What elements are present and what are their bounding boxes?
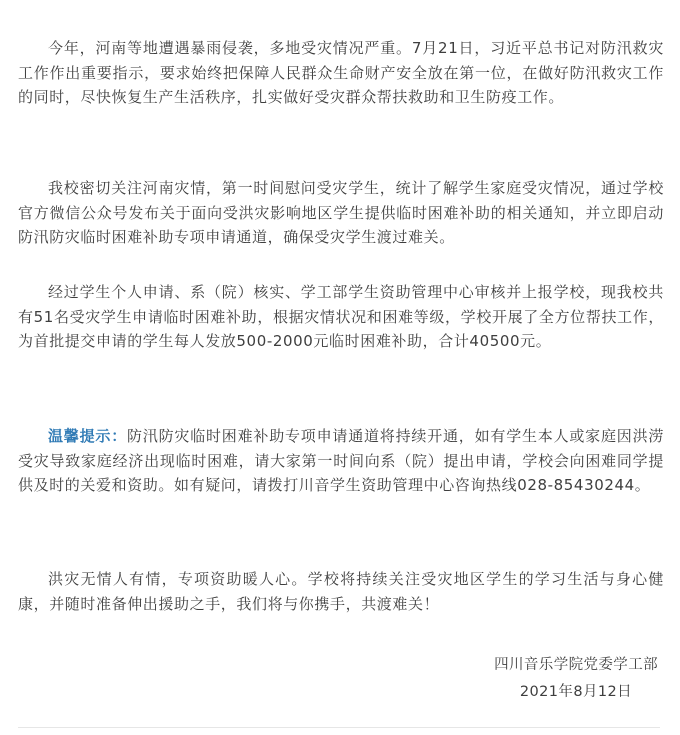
paragraph-intro: 今年，河南等地遭遇暴雨侵袭，多地受灾情况严重。7月21日，习近平总书记对防汛救灾工作作出重要指示，要求始终把保障人民群众生命财产安全放在第一位，在做好防汛救灾工作的同时，尽快恢复生产生活秩序，扎实做好受灾群众帮扶救助和卫生防疫工作。 [18,39,664,106]
paragraph-tip [18,424,664,498]
tip-text: 防汛防灾临时困难补助专项申请通道将持续开通，如有学生本人或家庭因洪涝受灾导致家庭经济出现临时困难，请大家第一时间向系（院）提出申请，学校会向困难同学提供及时的关爱和资助。如有疑问，请拨打川音学生资助管理中心咨询热线028-85430244。 [18,427,664,494]
signature-org: 四川音乐学院党委学工部 [494,657,658,673]
paragraph-aid-result: 经过学生个人申请、系（院）核实、学工部学生资助管理中心审核并上报学校，现我校共有51名受灾学生申请临时困难补助，根据灾情状况和困难等级，学校开展了全方位帮扶工作，为首批提交申请的学生每人发放500-2000元临时困难补助，合计40500元。 [18,283,664,350]
paragraph-response: 我校密切关注河南灾情，第一时间慰问受灾学生，统计了解学生家庭受灾情况，通过学校官方微信公众号发布关于面向受洪灾影响地区学生提供临时困难补助的相关通知，并立即启动防汛防灾临时困难补助专项申请通道，确保受灾学生渡过难关。 [18,179,664,246]
signature-date: 2021年8月12日 [519,684,632,700]
bottom-divider [18,727,660,728]
paragraph-closing: 洪灾无情人有情，专项资助暖人心。学校将持续关注受灾地区学生的学习生活与身心健康，并随时准备伸出援助之手，我们将与你携手，共渡难关！ [18,570,664,613]
tip-label: 温馨提示： [48,427,127,445]
